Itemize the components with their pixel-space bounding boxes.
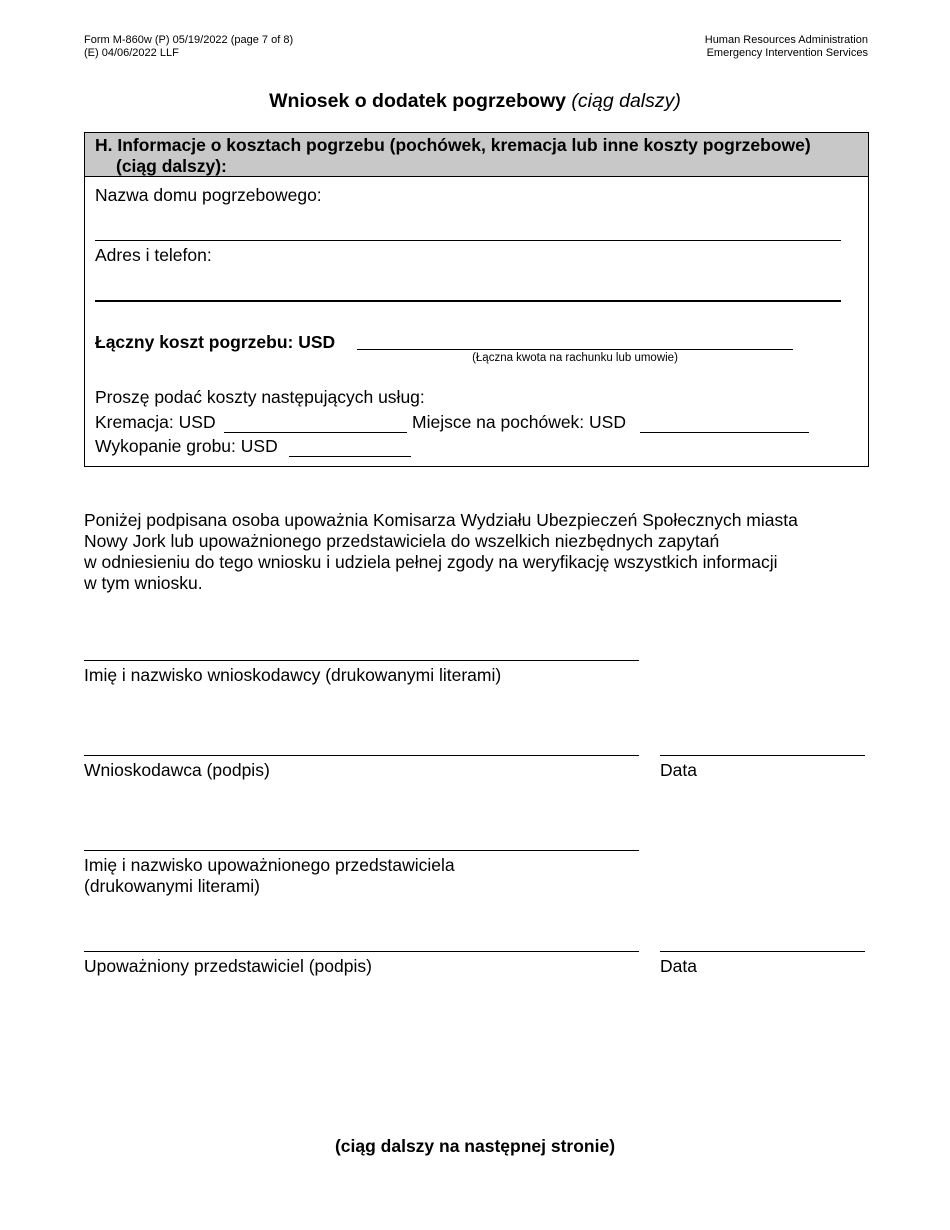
total-cost-hint: (Łączna kwota na rachunku lub umowie) (472, 352, 678, 364)
services-intro: Proszę podać koszty następujących usług: (95, 387, 425, 407)
applicant-name-label: Imię i nazwisko wnioskodawcy (drukowanymi literami) (84, 665, 502, 685)
department-name: Emergency Intervention Services (706, 47, 868, 59)
applicant-date-field[interactable] (660, 735, 865, 756)
grave-opening-label: Wykopanie grobu: USD (95, 436, 278, 456)
representative-name-label-line1: Imię i nazwisko upoważnionego przedstawiciela (84, 855, 455, 875)
grave-opening-cost-input[interactable] (289, 436, 411, 457)
representative-date-field[interactable] (660, 931, 865, 952)
burial-plot-cost-input[interactable] (640, 412, 809, 433)
representative-signature-label: Upoważniony przedstawiciel (podpis) (84, 956, 372, 976)
applicant-date-label: Data (660, 760, 697, 780)
form-header-left (84, 34, 293, 60)
authorization-text (84, 510, 798, 594)
authorization-line: w tym wniosku. (84, 573, 203, 593)
funeral-home-label: Nazwa domu pogrzebowego: (95, 185, 322, 205)
section-h-heading-line2: (ciąg dalszy): (116, 156, 227, 176)
section-h-heading (85, 133, 868, 177)
section-h (84, 132, 869, 467)
cremation-cost-input[interactable] (224, 412, 407, 433)
burial-plot-label: Miejsce na pochówek: USD (412, 412, 626, 432)
section-h-heading-line1: H. Informacje o kosztach pogrzebu (pochówek, kremacja lub inne koszty pogrzebowe) (95, 135, 811, 155)
applicant-signature-field[interactable] (84, 735, 639, 756)
cremation-label: Kremacja: USD (95, 412, 216, 432)
form-edition: (E) 04/06/2022 LLF (84, 47, 179, 59)
form-header-right (705, 34, 868, 60)
applicant-name-field[interactable] (84, 640, 639, 661)
page-title-main: Wniosek o dodatek pogrzebowy (269, 90, 566, 112)
representative-name-field[interactable] (84, 830, 639, 851)
funeral-home-input[interactable] (95, 219, 841, 241)
authorization-line: Nowy Jork lub upoważnionego przedstawiciela do wszelkich niezbędnych zapytań (84, 531, 720, 551)
representative-name-label (84, 855, 455, 897)
representative-name-label-line2: (drukowanymi literami) (84, 876, 261, 896)
agency-name: Human Resources Administration (704, 34, 868, 46)
authorization-line: Poniżej podpisana osoba upoważnia Komisarza Wydziału Ubezpieczeń Społecznych miasta (84, 510, 798, 530)
representative-date-label: Data (660, 956, 697, 976)
total-cost-label: Łączny koszt pogrzebu: USD (95, 332, 336, 352)
page-title-suffix: (ciąg dalszy) (571, 90, 681, 112)
total-cost-input[interactable] (357, 328, 793, 350)
representative-signature-field[interactable] (84, 931, 639, 952)
address-phone-input[interactable] (95, 279, 841, 302)
authorization-line: w odniesieniu do tego wniosku i udziela pełnej zgody na weryfikację wszystkich informacji (84, 552, 778, 572)
applicant-signature-label: Wnioskodawca (podpis) (84, 760, 270, 780)
form-id: Form M-860w (P) 05/19/2022 (page 7 of 8) (84, 34, 294, 46)
page-title (0, 90, 950, 113)
address-label: Adres i telefon: (95, 245, 212, 265)
continued-footer: (ciąg dalszy na następnej stronie) (334, 1136, 616, 1156)
